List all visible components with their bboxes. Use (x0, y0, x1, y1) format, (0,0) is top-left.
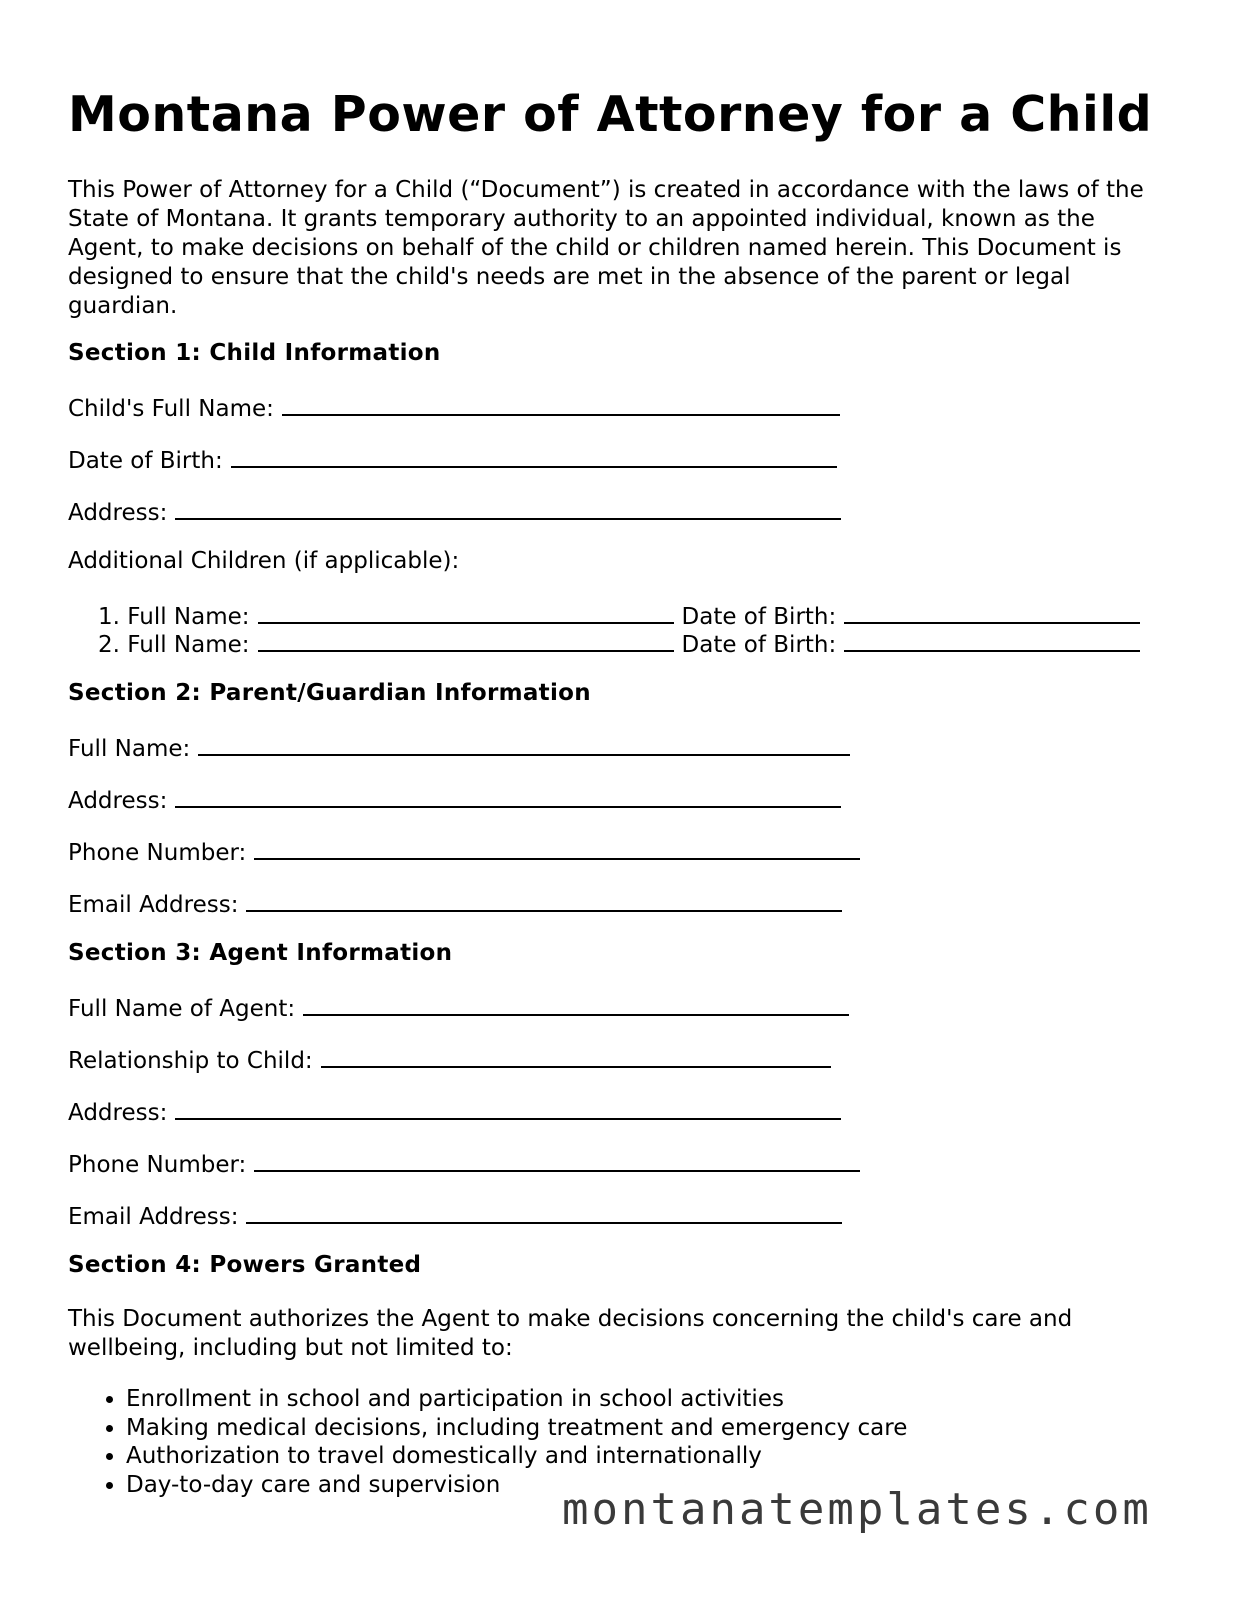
child-address-line[interactable] (175, 496, 841, 520)
additional-child-dob-label: Date of Birth: (681, 632, 837, 658)
additional-child-row (98, 600, 1140, 630)
agent-full-name-line[interactable] (303, 992, 849, 1016)
child-number: 2. (98, 632, 120, 658)
additional-child-name-label: Full Name: (127, 604, 250, 630)
additional-child-row (98, 628, 1140, 658)
agent-phone-line[interactable] (254, 1148, 860, 1172)
agent-email-line[interactable] (246, 1200, 842, 1224)
site-watermark: montanatemplates.com (562, 1484, 1152, 1535)
section-4-heading: Section 4: Powers Granted (68, 1252, 422, 1278)
parent-email-field (68, 888, 842, 918)
agent-address-line[interactable] (175, 1096, 841, 1120)
section-2-heading: Section 2: Parent/Guardian Information (68, 680, 591, 706)
additional-child-dob-line[interactable] (844, 600, 1140, 624)
list-item: • Day-to-day care and supervision (126, 1471, 907, 1500)
intro-paragraph: This Power of Attorney for a Child (“Document”) is created in accordance with the laws of the State of Montana. It grants temporary authority to an appointed individual, known as the Agent, to make decisions on behalf of the child or children named herein. This Document is designed to ensure that the child's needs are met in the absence of the parent or legal guardian. (68, 177, 1144, 319)
agent-relationship-label: Relationship to Child: (68, 1048, 313, 1074)
child-dob-field (68, 444, 837, 474)
agent-full-name-field (68, 992, 849, 1022)
parent-phone-field (68, 836, 860, 866)
childs-full-name-field (68, 392, 840, 422)
parent-full-name-line[interactable] (198, 732, 850, 756)
list-item: • Authorization to travel domestically and internationally (126, 1442, 907, 1471)
child-dob-label: Date of Birth: (68, 448, 223, 474)
parent-full-name-field (68, 732, 850, 762)
document-title: Montana Power of Attorney for a Child (68, 86, 1153, 143)
parent-phone-label: Phone Number: (68, 840, 247, 866)
child-address-label: Address: (68, 500, 168, 526)
child-dob-line[interactable] (231, 444, 837, 468)
additional-child-dob-label: Date of Birth: (681, 604, 837, 630)
agent-relationship-line[interactable] (321, 1044, 831, 1068)
section-1-heading: Section 1: Child Information (68, 340, 441, 366)
section-3-heading: Section 3: Agent Information (68, 940, 453, 966)
child-address-field (68, 496, 841, 526)
child-number: 1. (98, 604, 120, 630)
parent-address-line[interactable] (175, 784, 841, 808)
agent-email-label: Email Address: (68, 1204, 239, 1230)
agent-address-label: Address: (68, 1100, 168, 1126)
agent-phone-field (68, 1148, 860, 1178)
agent-relationship-field (68, 1044, 831, 1074)
parent-address-field (68, 784, 841, 814)
additional-child-name-line[interactable] (258, 600, 674, 624)
childs-full-name-line[interactable] (282, 392, 840, 416)
childs-full-name-label: Child's Full Name: (68, 396, 274, 422)
powers-paragraph: This Document authorizes the Agent to make decisions concerning the child's care and wellbeing, including but not limited to: (68, 1306, 1073, 1361)
parent-address-label: Address: (68, 788, 168, 814)
parent-phone-line[interactable] (254, 836, 860, 860)
list-item: • Making medical decisions, including treatment and emergency care (126, 1414, 907, 1443)
powers-list (68, 1385, 907, 1499)
parent-email-label: Email Address: (68, 892, 239, 918)
agent-email-field (68, 1200, 842, 1230)
agent-full-name-label: Full Name of Agent: (68, 996, 296, 1022)
list-item: • Enrollment in school and participation in school activities (126, 1385, 907, 1414)
parent-full-name-label: Full Name: (68, 736, 191, 762)
additional-child-name-label: Full Name: (127, 632, 250, 658)
parent-email-line[interactable] (246, 888, 842, 912)
agent-address-field (68, 1096, 841, 1126)
additional-child-dob-line[interactable] (844, 628, 1140, 652)
agent-phone-label: Phone Number: (68, 1152, 247, 1178)
additional-children-label: Additional Children (if applicable): (68, 548, 460, 574)
additional-child-name-line[interactable] (258, 628, 674, 652)
